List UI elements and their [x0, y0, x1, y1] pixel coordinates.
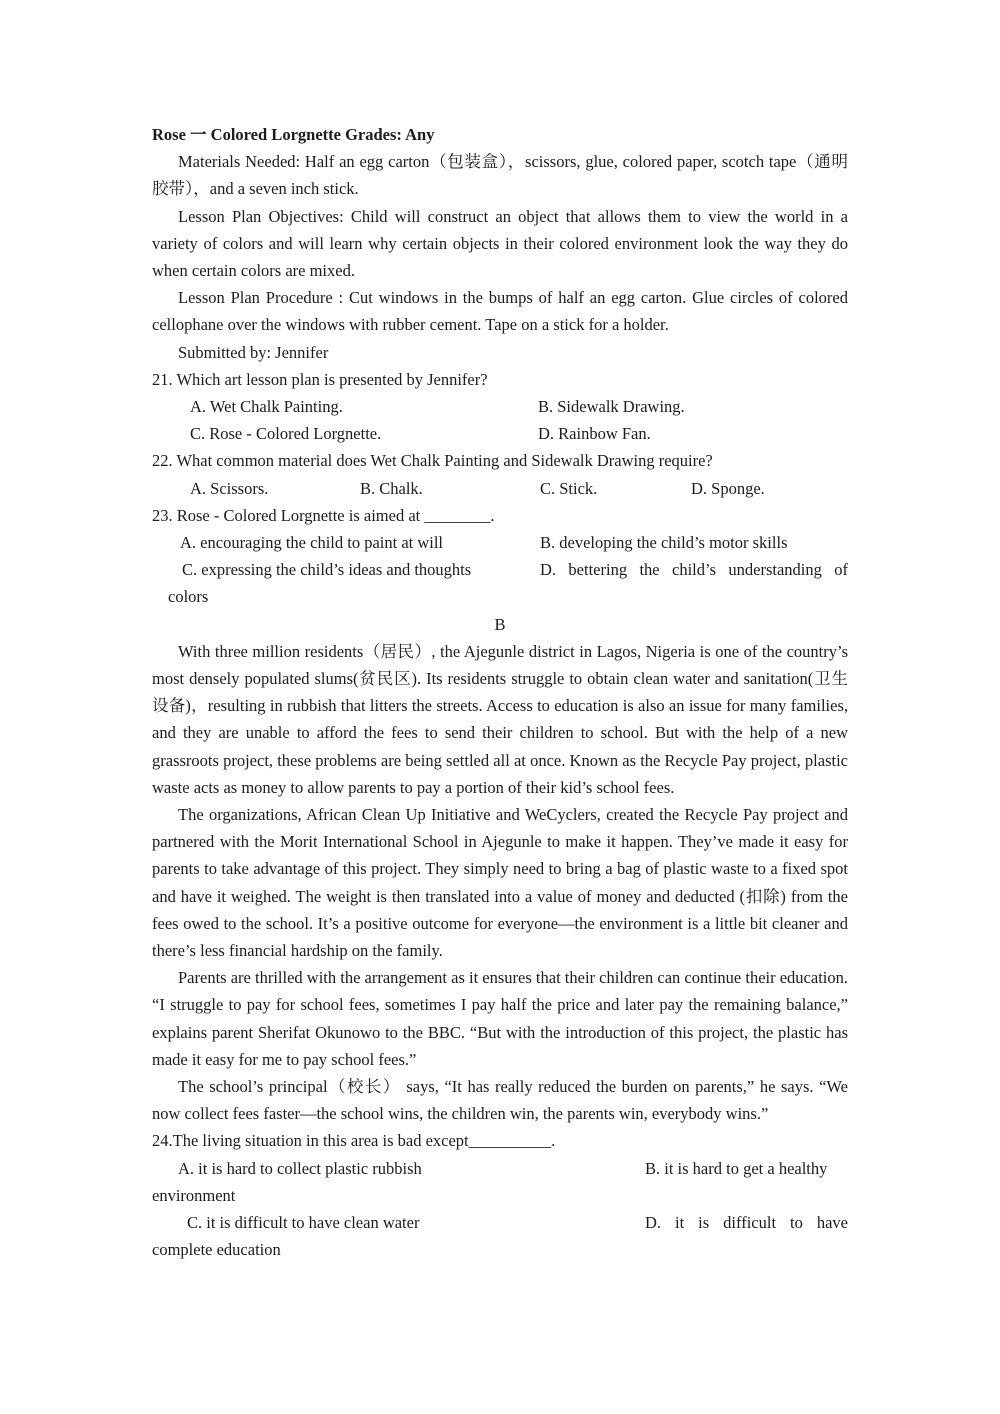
- question-24-option-b: B. it is hard to get a healthy: [645, 1158, 828, 1178]
- question-24-option-a: A. it is hard to collect plastic rubbish: [178, 1158, 422, 1178]
- question-23-options-row-1: [152, 529, 848, 556]
- passage-b-paragraph-1: With three million residents（居民）, the Ajegunle district in Lagos, Nigeria is one of the country’s most densely populated slums(贫民区). Its residents struggle to obtain clean water and sanitation(卫生设备)，resulting in rubbish that litters the streets. Access to education is also an issue for many families, and they are unable to afford the fees to send their children to school. But with the help of a new grassroots project, these problems are being settled all at once. Known as the Recycle Pay project, plastic waste acts as money to allow parents to pay a portion of their kid’s school fees.: [152, 641, 848, 797]
- question-22-option-d: D. Sponge.: [691, 478, 765, 498]
- question-21-stem: 21. Which art lesson plan is presented by Jennifer?: [152, 369, 488, 389]
- question-24-option-c: C. it is difficult to have clean water: [187, 1213, 420, 1233]
- question-24-stem: 24.The living situation in this area is bad except__________.: [152, 1131, 556, 1151]
- question-23-stem: 23. Rose - Colored Lorgnette is aimed at ________.: [152, 505, 495, 525]
- submitted-by-line: Submitted by: Jennifer: [178, 342, 329, 362]
- question-23-option-d-wrap: colors: [168, 587, 209, 607]
- passage-b-paragraph-3: Parents are thrilled with the arrangement as it ensures that their children can continue their education. “I struggle to pay for school fees, sometimes I pay half the price and later pay the remaining balance,” explains parent Sherifat Okunowo to the BBC. “But with the introduction of this project, the plastic has made it easy for me to pay school fees.”: [152, 968, 848, 1069]
- objectives-paragraph: Lesson Plan Objectives: Child will construct an object that allows them to view the world in a variety of colors and will learn why certain objects in their colored environment look the way they do when certain colors are mixed.: [152, 206, 848, 281]
- question-21-option-b: B. Sidewalk Drawing.: [538, 397, 685, 417]
- question-23-option-b: B. developing the child’s motor skills: [540, 533, 788, 552]
- question-23-option-a: A. encouraging the child to paint at will: [180, 533, 444, 552]
- question-23-options-row-2: [152, 556, 848, 583]
- passage-b-paragraph-4: The school’s principal（校长） says, “It has really reduced the burden on parents,” he says. “We now collect fees faster—the school wins, the children win, the parents win, everybody wins.”: [152, 1077, 848, 1124]
- question-24-options-row-1: [152, 1155, 848, 1182]
- question-22-stem: 22. What common material does Wet Chalk Painting and Sidewalk Drawing require?: [152, 451, 713, 471]
- question-24-option-d-wrap: complete education: [152, 1240, 281, 1260]
- question-24-option-b-wrap: environment: [152, 1185, 236, 1205]
- question-22-option-b: B. Chalk.: [360, 478, 423, 498]
- question-23-option-d: D. bettering the child’s understanding of: [540, 560, 848, 580]
- question-23-option-c: C. expressing the child’s ideas and thoughts: [182, 560, 472, 580]
- passage-b-paragraph-2: The organizations, African Clean Up Initiative and WeCyclers, created the Recycle Pay project and partnered with the Morit International School in Ajegunle to make it happen. They’ve made it easy for parents to take advantage of this project. They simply need to bring a bag of plastic waste to a fixed spot and have it weighed. The weight is then translated into a value of money and deducted (扣除) from the fees owed to the school. It’s a positive outcome for everyone—the environment is a little bit cleaner and there’s less financial hardship on the family.: [152, 805, 848, 961]
- question-24-option-d: D. it is difficult to have: [645, 1213, 848, 1233]
- question-21-options-row-1: [152, 393, 848, 420]
- materials-paragraph: Materials Needed: Half an egg carton（包装盒），scissors, glue, colored paper, scotch tape（通明胶带），and a seven inch stick.: [152, 152, 848, 199]
- question-22-option-c: C. Stick.: [540, 478, 598, 498]
- passage-a-title: Rose 一 Colored Lorgnette Grades: Any: [152, 125, 435, 144]
- question-21-option-d: D. Rainbow Fan.: [538, 424, 651, 444]
- question-22-option-a: A. Scissors.: [190, 478, 269, 498]
- question-22-options-row: [152, 475, 848, 502]
- question-21-option-a: A. Wet Chalk Painting.: [190, 397, 343, 417]
- question-24-options-row-2: [152, 1209, 848, 1236]
- question-21-option-c: C. Rose - Colored Lorgnette.: [190, 424, 382, 444]
- procedure-paragraph: Lesson Plan Procedure : Cut windows in the bumps of half an egg carton. Glue circles of colored cellophane over the windows with rubber cement. Tape on a stick for a holder.: [152, 288, 848, 335]
- section-b-label: B: [494, 614, 506, 634]
- question-21-options-row-2: [152, 420, 848, 447]
